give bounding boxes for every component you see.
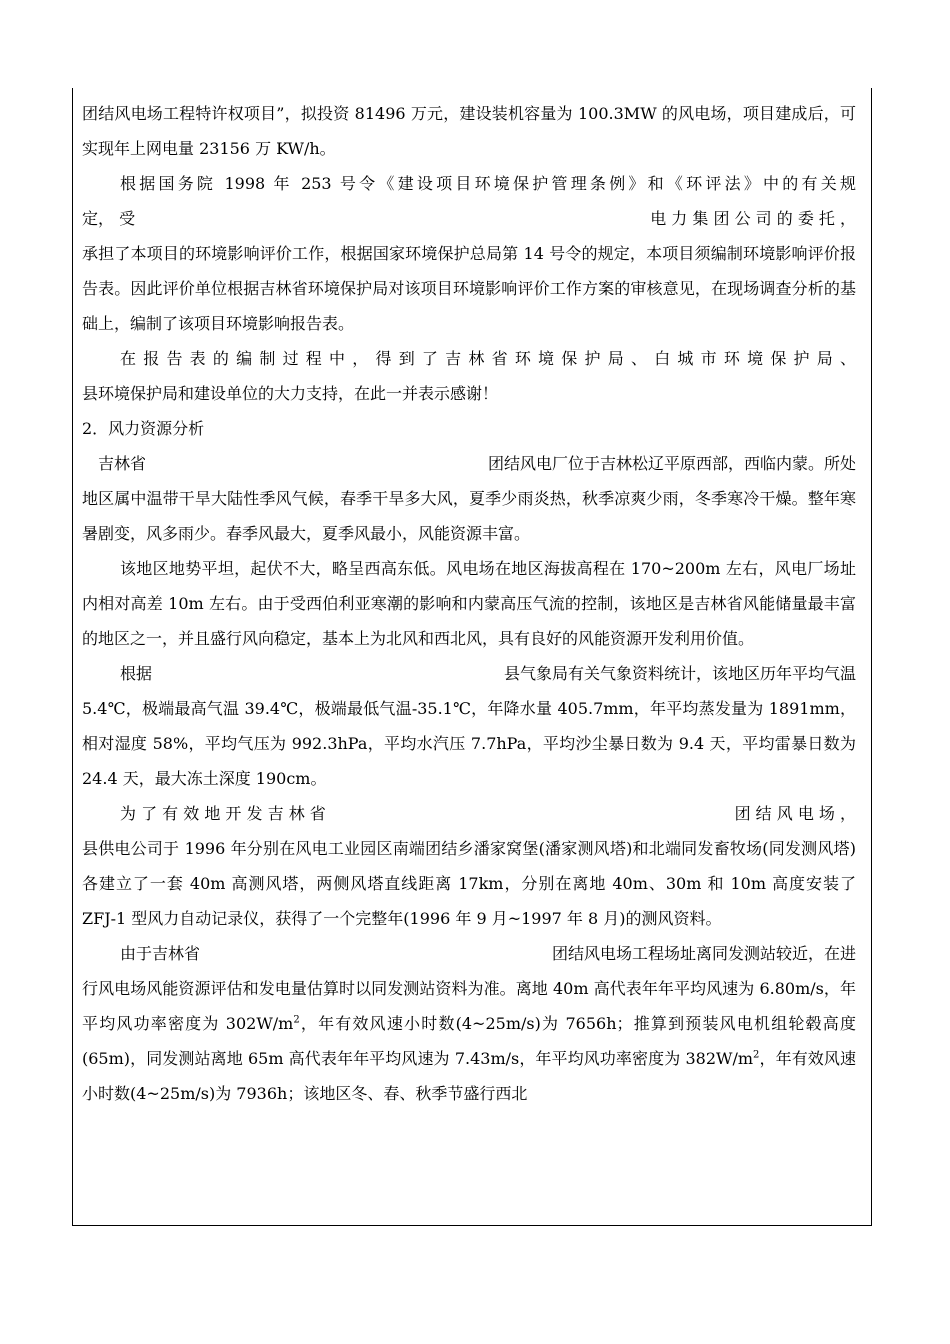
assessment-text-part2: ，年有效风速小时数(4~25m/s)为 7656h；推算到预装风电机组轮毂高度(65m)，同发测站离地 65m 高代表年年平均风速为 7.43m/s，年平均风功率密度为 382W/m (82, 1014, 856, 1068)
assessment-text-part3: ，年有效风速小时数(4~25m/s)为 7936h；该地区冬、春、秋季节盛行西北 (82, 1049, 856, 1103)
climate-source-text: 县气象局有关气象资料统计，该地区历年平均气温 (503, 664, 856, 683)
paragraph-regulation-line1: 根据国务院 1998 年 253 号令《建设项目环境保护管理条例》和《环评法》中的有关规 (120, 174, 856, 193)
location-description-text: 团结风电厂位于吉林松辽平原西部，西临内蒙。所处 (487, 454, 856, 473)
location-province-text: 吉林省 (98, 454, 147, 473)
paragraph-acknowledgement-line1: 在 报 告 表 的 编 制 过 程 中 ， 得 到 了 吉 林 省 环 境 保 护 局 、 白 城 市 环 境 保 护 局 、 (120, 349, 856, 368)
paragraph-location-rest: 地区属中温带干旱大陆性季风气候，春季干旱多大风，夏季少雨炎热，秋季凉爽少雨，冬季寒冷干燥。整年寒暑剧变，风多雨少。春季风最大，夏季风最小，风能资源丰富。 (82, 489, 856, 543)
assessment-site-text: 团结风电场工程场址离同发测站较近，在进 (551, 944, 856, 963)
paragraph-acknowledgement-rest: 县环境保护局和建设单位的大力支持，在此一并表示感谢！ (82, 384, 499, 403)
paragraph-regulation-rest: 承担了本项目的环境影响评价工作，根据国家环境保护总局第 14 号令的规定，本项目须编制环境影响评价报告表。因此评价单位根据吉林省环境保护局对该项目环境影响评价工作方案的审核意见，在现场调查分析的基础上，编制了该项目环境影响报告表。 (82, 244, 856, 333)
climate-source-prefix: 根据 (120, 664, 153, 683)
assessment-prefix: 由于吉林省 (120, 944, 201, 963)
section-heading-wind-resource: 2．风力资源分析 (82, 419, 205, 438)
paragraph-climate-line1 (82, 656, 856, 691)
paragraph-project-overview: 团结风电场工程特许权项目”，拟投资 81496 万元，建设装机容量为 100.3MW 的风电场，项目建成后，可实现年上网电量 23156 万 KW/h。 (82, 104, 856, 158)
paragraph-measurement-line1 (82, 796, 856, 831)
paragraph-climate-rest: 5.4℃，极端最高气温 39.4℃，极端最低气温-35.1℃，年降水量 405.7mm，年平均蒸发量为 1891mm，相对湿度 58%，平均气压为 992.3hPa，平均水汽压 7.7hPa，平均沙尘暴日数为 9.4 天，平均雷暴日数为 24.4 天，最大冻土深度 190cm。 (82, 699, 856, 788)
superscript-2: 2 (753, 1049, 760, 1061)
paragraph-regulation-line2 (82, 201, 856, 236)
paragraph-assessment-line1 (82, 936, 856, 971)
entrusted-by-text: 定， 受 (82, 209, 136, 228)
document-body (82, 96, 856, 1111)
superscript-2: 2 (293, 1014, 300, 1026)
assessment-text-part1: 行风电场风能资源评估和发电量估算时以同发测站资料为准。离地 40m 高代表年年平均风速为 6.80m/s，年平均风功率密度为 302W/m (82, 979, 856, 1033)
paragraph-assessment-rest (82, 971, 856, 1111)
paragraph-measurement-rest: 县供电公司于 1996 年分别在风电工业园区南端团结乡潘家窝堡(潘家测风塔)和北端同发畜牧场(同发测风塔)各建立了一套 40m 高测风塔，两侧风塔直线距离 17km，分别在离地 40m、30m 和 10m 高度安装了 ZFJ-1 型风力自动记录仪，获得了一个完整年(1996 年 9 月~1997 年 8 月)的测风资料。 (82, 839, 856, 928)
paragraph-terrain: 该地区地势平坦，起伏不大，略呈西高东低。风电场在地区海拔高程在 170~200m 左右，风电厂场址内相对高差 10m 左右。由于受西伯利亚寒潮的影响和内蒙高压气流的控制，该地区是吉林省风能储量最丰富的地区之一，并且盛行风向稳定，基本上为北风和西北风，具有良好的风能资源开发利用价值。 (82, 559, 856, 648)
entrusting-company-text: 电 力 集 团 公 司 的 委 托 ， (650, 209, 856, 228)
measurement-prefix: 为 了 有 效 地 开 发 吉 林 省 (120, 804, 326, 823)
paragraph-location-line1 (82, 446, 856, 481)
measurement-farm-text: 团 结 风 电 场 ， (734, 804, 856, 823)
